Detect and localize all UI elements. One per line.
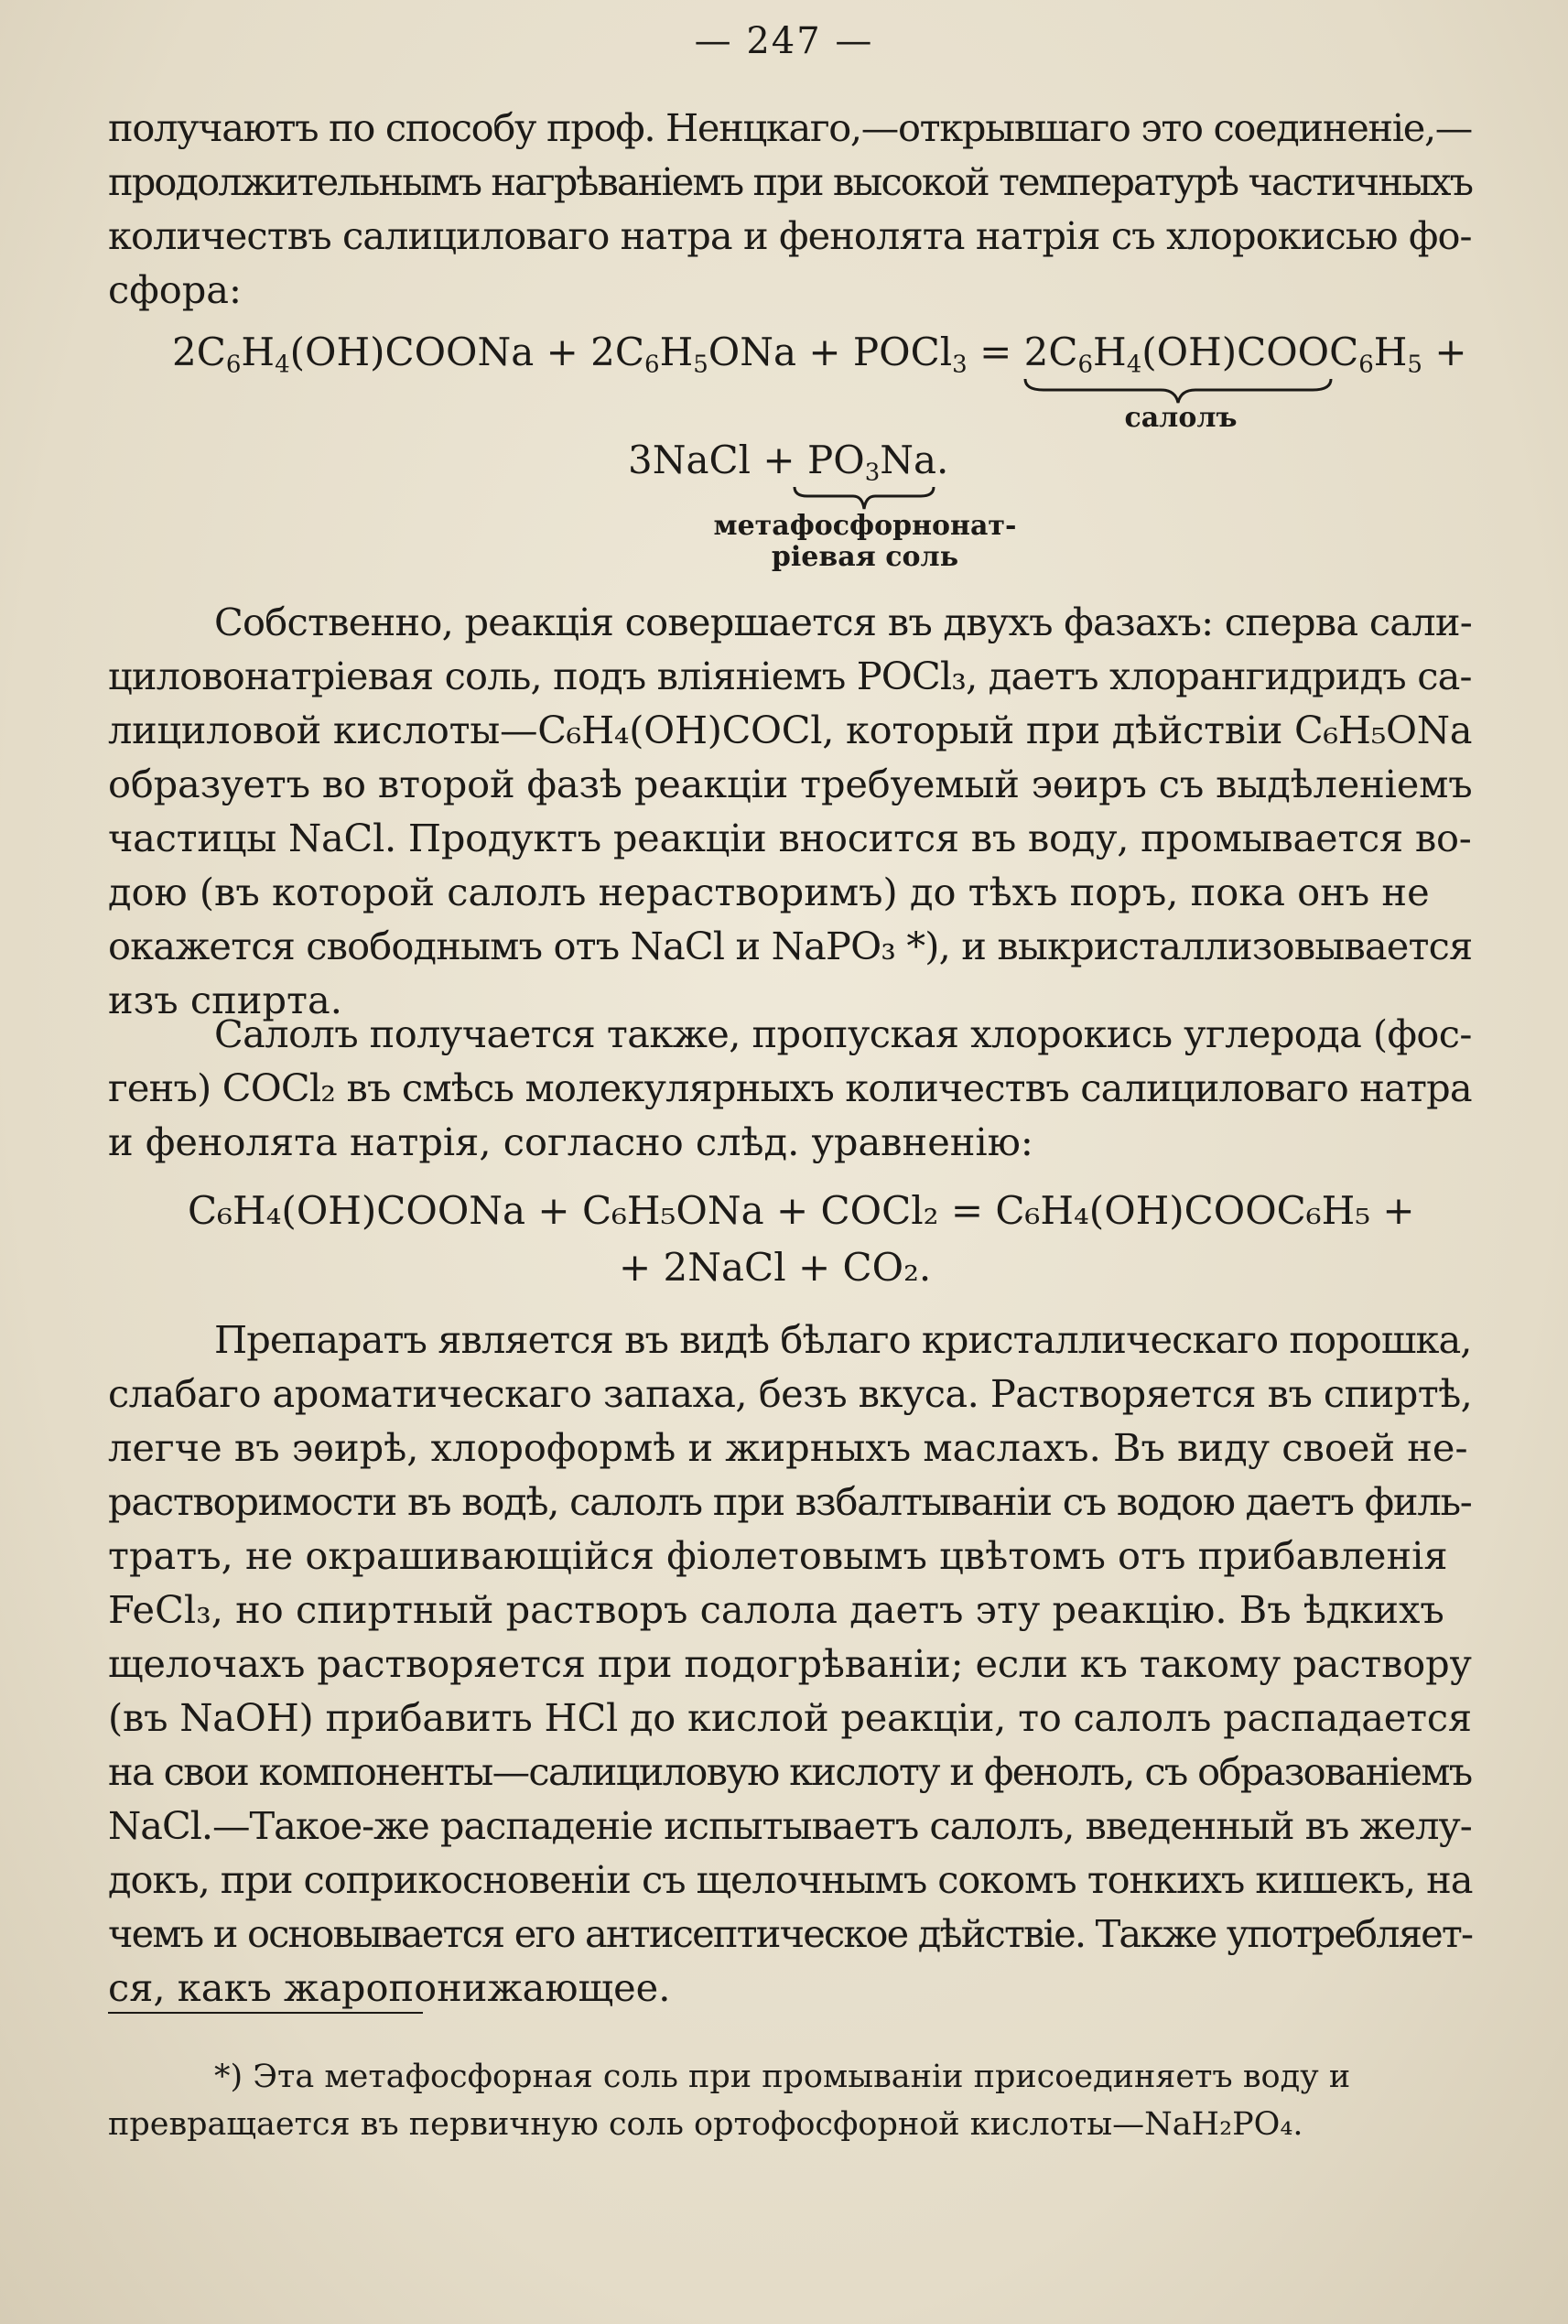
text-line: чемъ и основывается его антисептическое дѣйствіе. Также употребляет-: [108, 1911, 1473, 1956]
text-line: продолжительнымъ нагрѣваніемъ при высокой температурѣ частичныхъ: [108, 159, 1473, 204]
text-line: и фенолята натрія, согласно слѣд. уравненію:: [108, 1119, 1033, 1164]
paragraph-reaction: [108, 595, 1472, 1027]
text-line: получаютъ по способу проф. Ненцкаго,—открывшаго это соединеніе,—: [108, 105, 1472, 150]
text-line: сфора:: [108, 267, 242, 312]
text-line: окажется свободнымъ отъ NaCl и NaPO₃ *), и выкристаллизовывается: [108, 924, 1473, 968]
text-line: слабаго ароматическаго запаха, безъ вкуса. Растворяется въ спиртѣ,: [108, 1371, 1473, 1416]
text-line: тратъ, не окрашивающійся фіолетовымъ цвѣтомъ отъ прибавленія: [108, 1533, 1448, 1578]
text-line: генъ) COCl₂ въ смѣсь молекулярныхъ количествъ салициловаго натра: [108, 1065, 1472, 1110]
label-metaphosphate: метафосфорнонат- ріевая соль: [713, 510, 1017, 573]
text-line: растворимости въ водѣ, салолъ при взбалтываніи съ водою даетъ филь-: [108, 1479, 1472, 1524]
label-salol: салолъ: [1124, 402, 1238, 434]
text-line: образуетъ во второй фазѣ реакціи требуемый эѳиръ съ выдѣленіемъ: [108, 762, 1473, 806]
footnote-line: *) Эта метафосфорная соль при промываніи присоединяетъ воду и: [214, 2059, 1351, 2095]
brace-metaphosphate: [793, 485, 935, 513]
paragraph-intro: [108, 101, 1472, 317]
text-line: количествъ салициловаго натра и фенолята натрія съ хлорокисью фо-: [108, 213, 1472, 258]
text-line: Препаратъ является въ видѣ бѣлаго кристаллическаго порошка,: [214, 1317, 1472, 1362]
text-line: щелочахъ растворяется при подогрѣваніи; если къ такому раствору: [108, 1641, 1472, 1686]
text-line: на свои компоненты—салициловую кислоту и фенолъ, съ образованіемъ: [108, 1749, 1472, 1794]
text-line: циловонатріевая соль, подъ вліяніемъ POCl₃, даетъ хлорангидридъ са-: [108, 654, 1472, 698]
text-line: Салолъ получается также, пропуская хлорокись углерода (фос-: [214, 1011, 1472, 1056]
text-line: дою (въ которой салолъ нерастворимъ) до тѣхъ поръ, пока онъ не: [108, 870, 1430, 914]
equation-2-line-1: C₆H₄(OH)COONa + C₆H₅ONa + COCl₂ = C₆H₄(OH)COOC₆H₅ +: [188, 1188, 1415, 1233]
footnote-line: превращается въ первичную соль ортофосфорной кислоты—NaH₂PO₄.: [108, 2106, 1303, 2143]
text-line: частицы NaCl. Продуктъ реакціи вносится въ воду, промывается во-: [108, 816, 1472, 860]
text-line: ся, какъ жаропонижающее.: [108, 1965, 671, 2010]
equation-1-line-1: $2C_6H_4(OH)COONa + 2C_6H_5ONa$ + POCl$_3$ = $2C_6H_4(OH)COOC_6H_5$ +: [172, 330, 1467, 379]
salol-formula: $2C_6H_4(OH)COOC_6H_5$: [1023, 330, 1422, 379]
text-line: легче въ эѳирѣ, хлороформѣ и жирныхъ маслахъ. Въ виду своей не-: [108, 1425, 1468, 1470]
footnote-rule: [108, 2012, 423, 2014]
footnote: [108, 2053, 1481, 2148]
text-line: Собственно, реакція совершается въ двухъ фазахъ: сперва сали-: [214, 600, 1473, 644]
text-line: докъ, при соприкосновеніи съ щелочнымъ сокомъ тонкихъ кишекъ, на: [108, 1857, 1473, 1902]
paragraph-phosgene: [108, 1007, 1472, 1169]
text-line: изъ спирта.: [108, 978, 342, 1022]
equation-2-line-2: + 2NaCl + CO₂.: [619, 1245, 932, 1290]
paragraph-properties: [108, 1313, 1472, 2015]
equation-1-line-2: 3NaCl + $PO_3Na$.: [628, 438, 949, 487]
text-line: (въ NaOH) прибавить HCl до кислой реакціи, то салолъ распадается: [108, 1695, 1472, 1740]
text-line: FeCl₃, но спиртный растворъ салола даетъ эту реакцію. Въ ѣдкихъ: [108, 1587, 1444, 1632]
text-line: лициловой кислоты—C₆H₄(OH)COCl, который при дѣйствіи C₆H₅ONa: [108, 708, 1473, 752]
text-line: NaCl.—Такое-же распаденіе испытываетъ салолъ, введенный въ желу-: [108, 1803, 1472, 1848]
page-number: — 247 —: [694, 20, 874, 62]
